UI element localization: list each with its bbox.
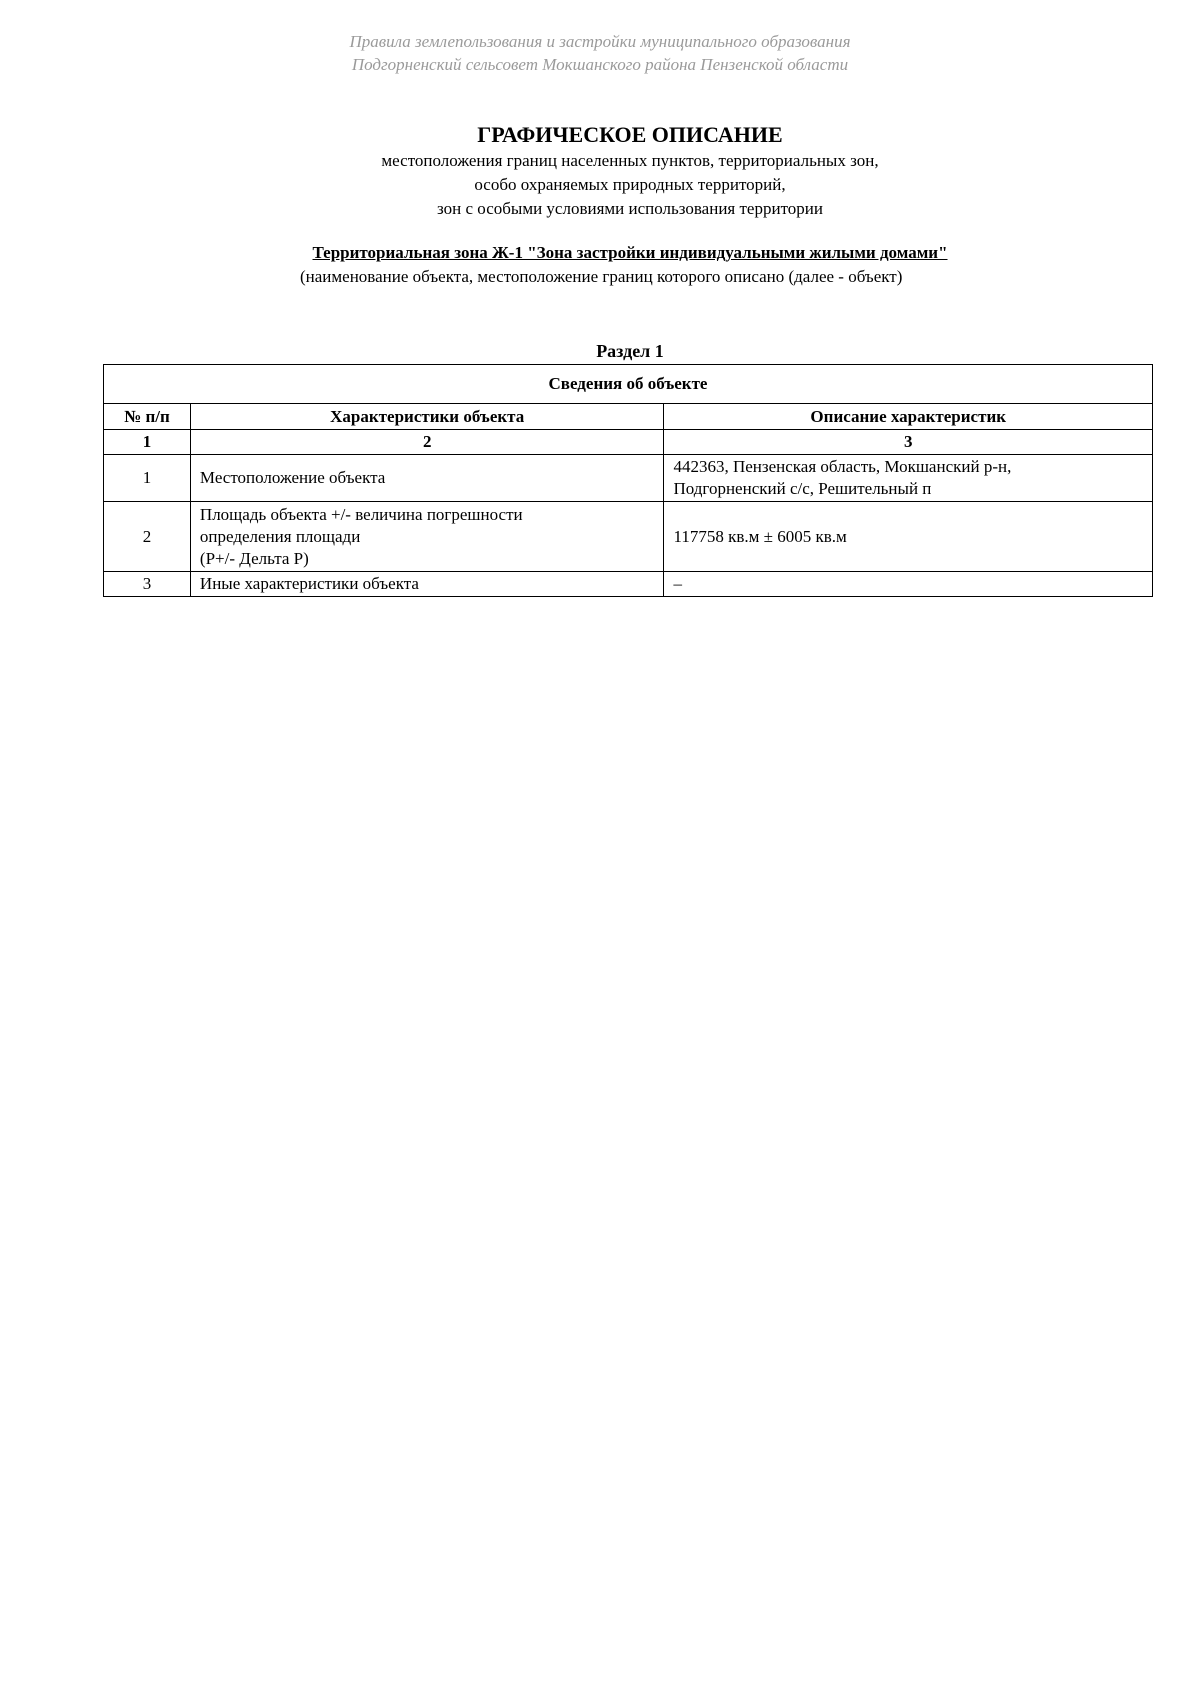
table-caption-row [104, 365, 1153, 404]
object-name: Территориальная зона Ж-1 "Зона застройки индивидуальными жилыми домами" [312, 243, 948, 262]
row-description-line-1: 442363, Пензенская область, Мокшанский р-н, [673, 457, 1012, 476]
row-description: – [664, 572, 1153, 597]
column-number-1: 1 [104, 430, 191, 455]
section-title: Раздел 1 [596, 341, 664, 361]
subtitle-line-1: местоположения границ населенных пунктов, территориальных зон, [381, 151, 879, 170]
row-number: 3 [104, 572, 191, 597]
table-column-number-row [104, 430, 1153, 455]
column-header-number: № п/п [104, 404, 191, 430]
column-number-3: 3 [664, 430, 1153, 455]
header-note-line-1: Правила землепользования и застройки муниципального образования [349, 32, 851, 51]
column-header-characteristic: Характеристики объекта [190, 404, 664, 430]
row-characteristic: Местоположение объекта [190, 455, 664, 502]
table-header-row [104, 404, 1153, 430]
table-caption: Сведения об объекте [104, 365, 1153, 404]
document-subtitle [0, 149, 1200, 221]
object-info-table [103, 364, 1153, 597]
table-row [104, 572, 1153, 597]
row-description: 117758 кв.м ± 6005 кв.м [664, 502, 1153, 572]
column-header-description: Описание характеристик [664, 404, 1153, 430]
row-characteristic-line-1: Площадь объекта +/- величина погрешности [199, 504, 523, 524]
row-description [664, 455, 1153, 502]
row-number: 1 [104, 455, 191, 502]
row-description-line-2: Подгорненский с/с, Решительный п [673, 479, 932, 498]
table-row [104, 502, 1153, 572]
row-characteristic: Иные характеристики объекта [190, 572, 664, 597]
row-characteristic [190, 502, 664, 572]
row-characteristic-line-3: (P+/- Дельта P) [199, 548, 309, 568]
subtitle-line-3: зон с особыми условиями использования территории [437, 199, 823, 218]
table-row [104, 455, 1153, 502]
row-characteristic-line-2: определения площади [199, 526, 361, 546]
row-number: 2 [104, 502, 191, 572]
column-number-2: 2 [190, 430, 664, 455]
subtitle-line-2: особо охраняемых природных территорий, [474, 175, 786, 194]
header-note-line-2: Подгорненский сельсовет Мокшанского района Пензенской области [351, 55, 849, 74]
object-name-caption: (наименование объекта, местоположение границ которого описано (далее - объект) [300, 267, 903, 286]
document-header-note [0, 30, 1200, 76]
document-title: ГРАФИЧЕСКОЕ ОПИСАНИЕ [477, 122, 783, 147]
